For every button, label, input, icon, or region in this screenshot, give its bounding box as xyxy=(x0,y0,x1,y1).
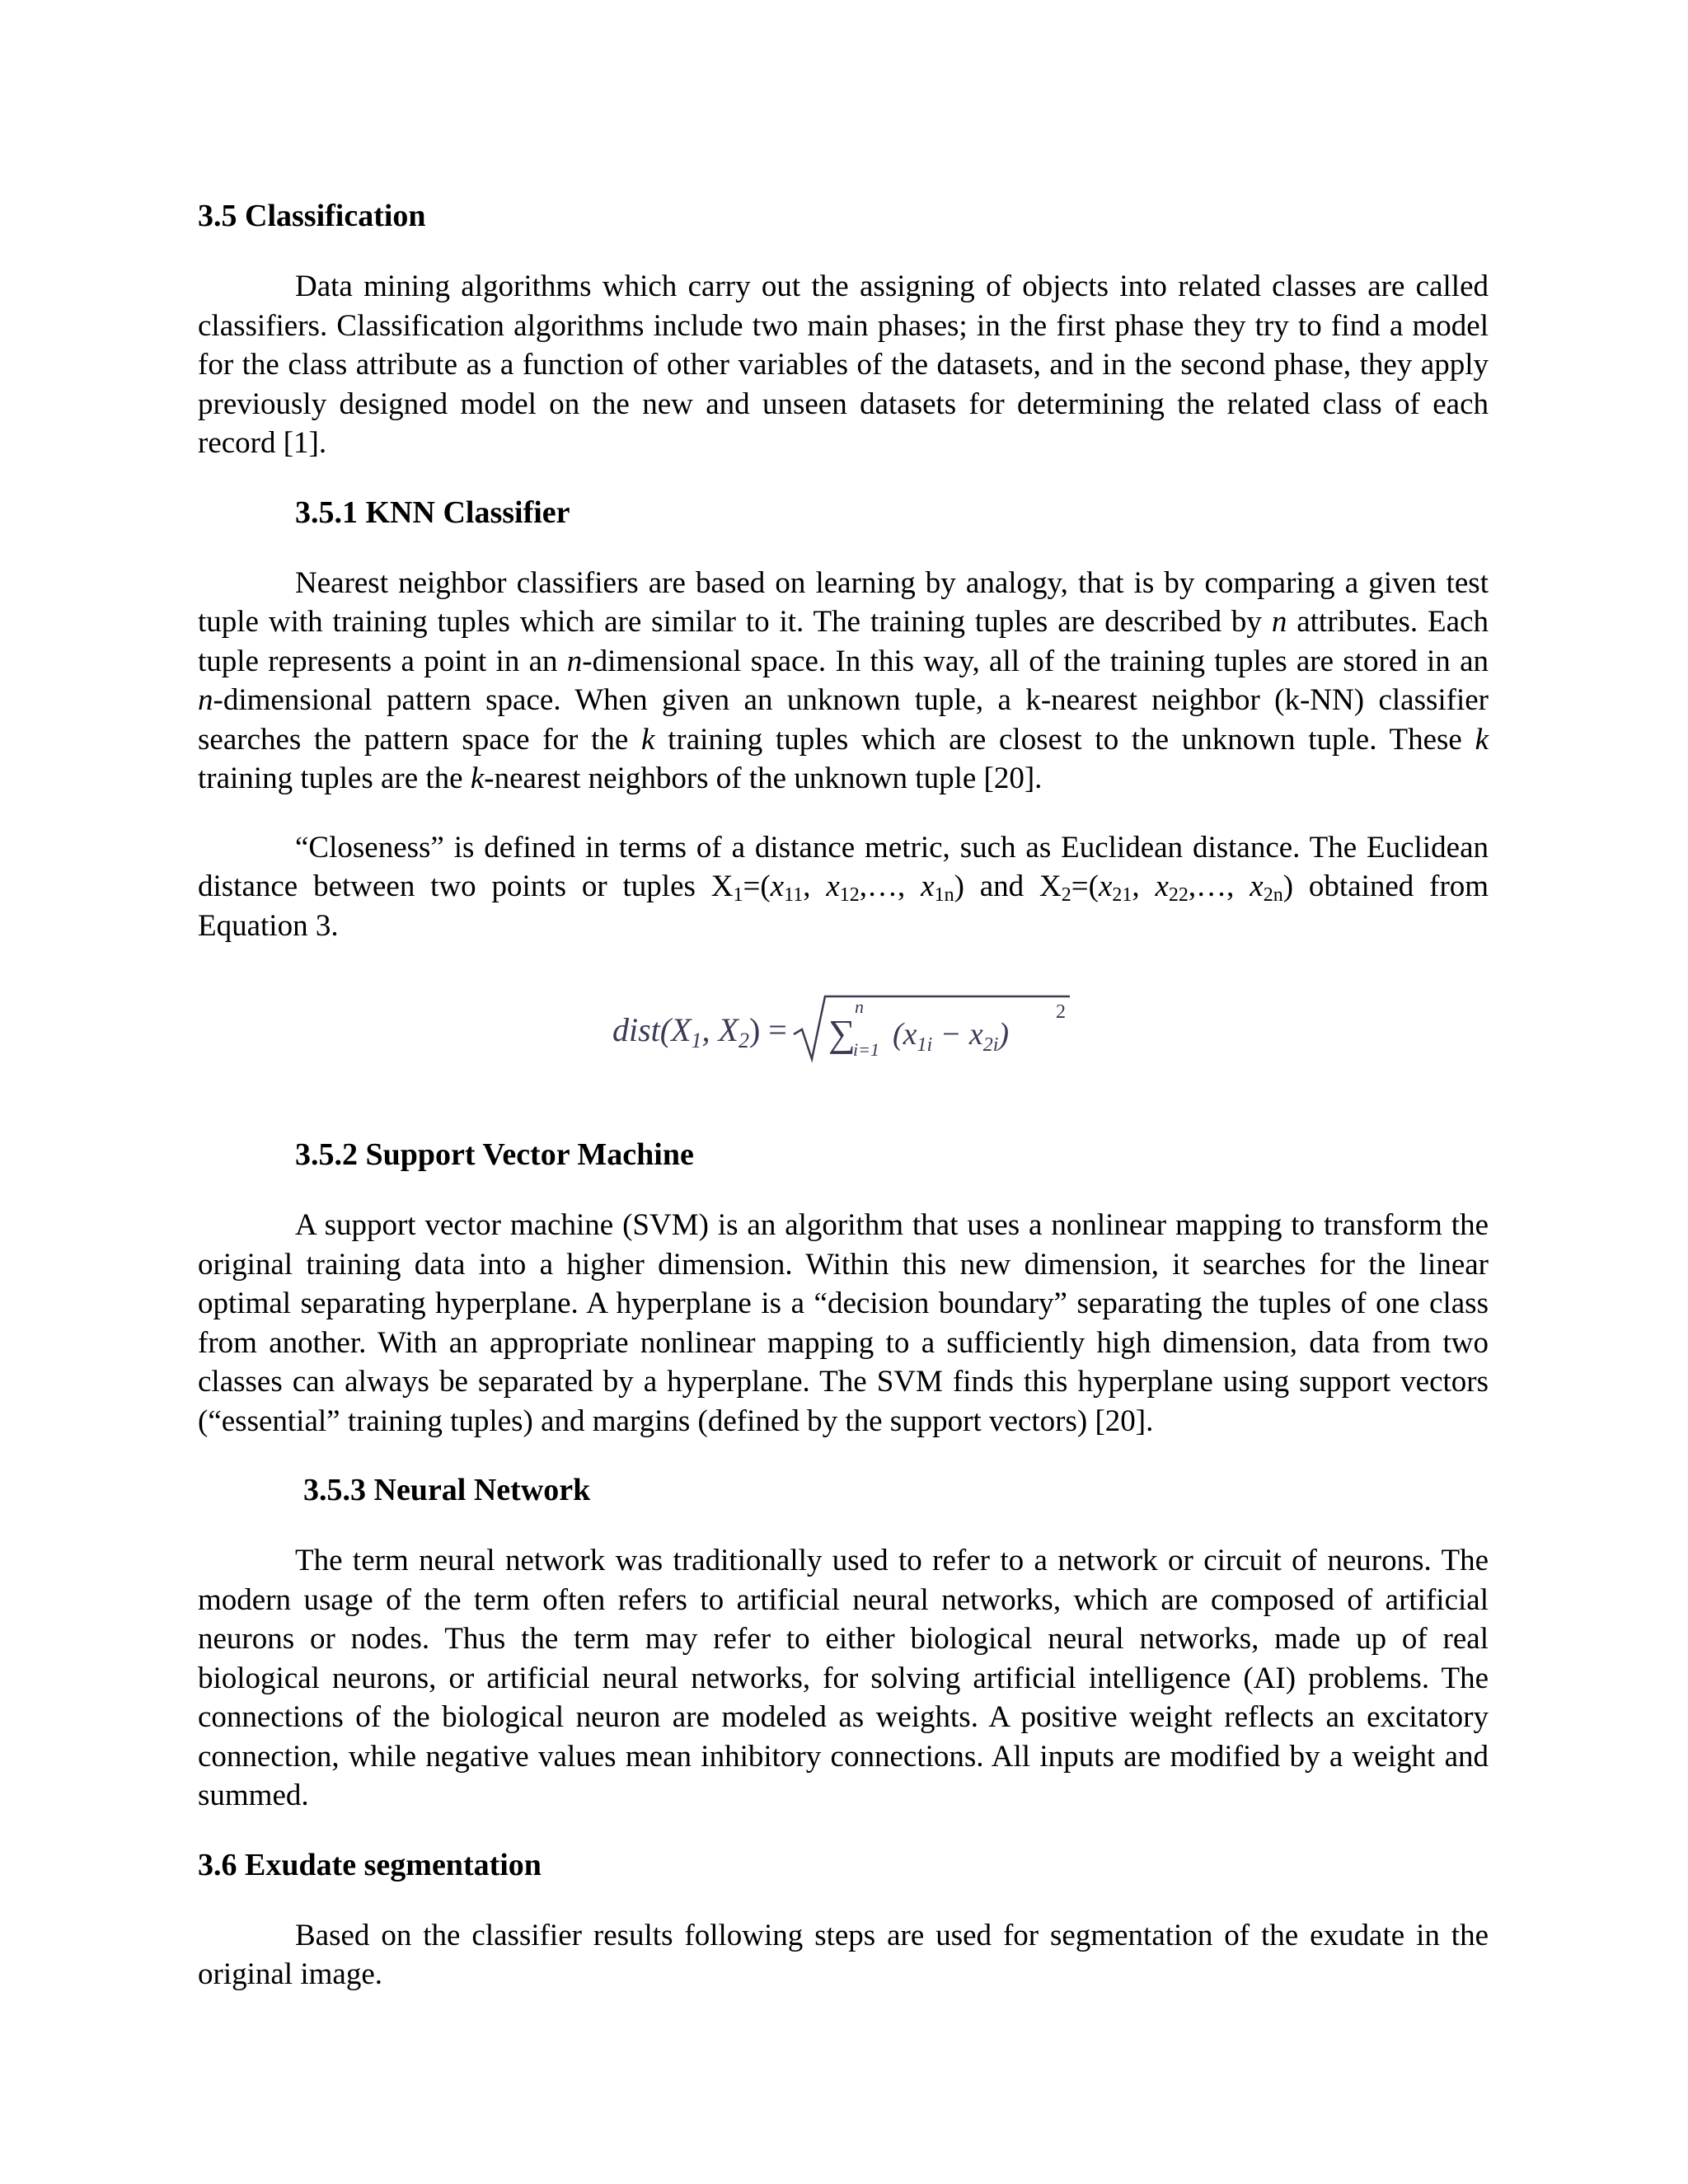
sum-upper-limit: n xyxy=(855,996,864,1017)
paragraph-neural-network: The term neural network was traditionally used to refer to a network or circuit of neurons. The modern usage of the term often refers to artificial neural networks, which are composed of artificial neurons or nodes. Thus the term may refer to either biological neural networks, made up of real biological neurons, or artificial neural networks, for solving artificial intelligence (AI) problems. The connections of the biological neuron are modeled as weights. A positive weight reflects an excitatory connection, while negative values mean inhibitory connections. All inputs are modified by a weight and summed. xyxy=(198,1544,1489,1812)
section-heading-3-5-1: 3.5.1 KNN Classifier xyxy=(295,494,570,530)
section-heading-3-5-2: 3.5.2 Support Vector Machine xyxy=(295,1137,694,1172)
eq-term: $(x_{1i} - x_{2i})$ xyxy=(893,1017,1010,1056)
section-heading-3-6: 3.6 Exudate segmentation xyxy=(198,1847,542,1882)
eq-lhs: $dist(X_1$, $X_2$) = xyxy=(612,1011,787,1052)
section-heading-3-5-3: 3.5.3 Neural Network xyxy=(303,1473,591,1507)
paragraph-svm: A support vector machine (SVM) is an algorithm that uses a nonlinear mapping to transform the original training data into a higher dimension. Within this new dimension, it searches for the linear optimal separating hyperplane. A hyperplane is a “decision boundary” separating the tuples of one class from another. With an appropriate nonlinear mapping to a sufficiently high dimension, data from two classes can always be separated by a hyperplane. The SVM finds this hyperplane using support vectors (“essential” training tuples) and margins (defined by the support vectors) [20]. xyxy=(198,1208,1489,1438)
eq-exponent: 2 xyxy=(1056,1001,1066,1023)
section-heading-3-5: 3.5 Classification xyxy=(198,199,426,233)
euclidean-distance-equation xyxy=(198,978,1489,1076)
sigma-sign: ∑ xyxy=(828,1012,856,1054)
paragraph-closeness: “Closeness” is defined in terms of a distance metric, such as Euclidean distance. The Euclidean distance between two points or tuples $X_1=(x_{11}$, $x_{12},\dots$, $x_{1n}$) and $X_2=(x_{21}$, $x_{22},\dots$, $x_{2n}$) obtained from Equation 3. xyxy=(198,830,1489,943)
paragraph-classification: Data mining algorithms which carry out the assigning of objects into related classes are called classifiers. Classification algorithms include two main phases; in the first phase they try to find a model for the class attribute as a function of other variables of the datasets, and in the second phase, they apply previously designed model on the new and unseen datasets for determining the related class of each record [1]. xyxy=(198,269,1489,460)
document-page xyxy=(198,196,1489,1994)
paragraph-knn: Nearest neighbor classifiers are based on learning by analogy, that is by comparing a given test tuple with training tuples which are similar to it. The training tuples are described by n attributes. Each tuple represents a point in an n-dimensional space. In this way, all of the training tuples are stored in an n-dimensional pattern space. When given an unknown tuple, a k-nearest neighbor (k-NN) classifier searches the pattern space for the k training tuples which are closest to the unknown tuple. These k training tuples are the k-nearest neighbors of the unknown tuple [20]. xyxy=(198,565,1489,795)
paragraph-exudate-segmentation: Based on the classifier results following steps are used for segmentation of the exudate in the original image. xyxy=(198,1918,1489,1991)
sum-lower-limit: i=1 xyxy=(853,1039,879,1060)
